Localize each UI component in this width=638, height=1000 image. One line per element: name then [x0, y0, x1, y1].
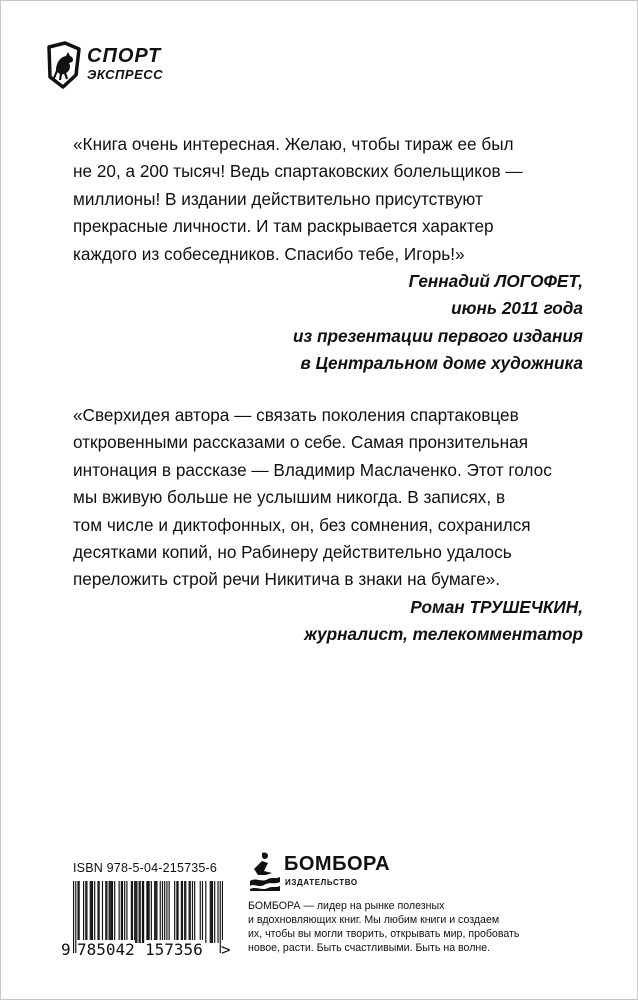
- barcode-group-left: 785042: [77, 940, 135, 959]
- barcode-bar: [121, 881, 122, 943]
- quote-line: том числе и диктофонных, он, без сомнения, сохранился: [73, 514, 531, 535]
- quote-line: мы вживую больше не услышим никогда. В записях, в: [73, 487, 506, 508]
- barcode-bar: [119, 881, 120, 943]
- barcode-bar: [114, 881, 115, 943]
- quote-logofet: [73, 131, 583, 378]
- barcode-bar: [217, 881, 218, 943]
- quote-line: не 20, а 200 тысяч! Ведь спартаковских болельщиков —: [73, 161, 523, 182]
- publisher-blurb: [248, 899, 578, 955]
- barcode-first-digit: 9: [61, 940, 71, 959]
- barcode-bar: [105, 881, 106, 943]
- barcode-bar: [156, 881, 157, 943]
- bombora-logo: [248, 849, 408, 893]
- barcode-digits: [61, 940, 233, 962]
- barcode-bar: [126, 881, 127, 943]
- barcode-bar: [106, 881, 107, 943]
- barcode-bar: [189, 881, 190, 943]
- barcode-bar: [211, 881, 212, 943]
- quote-author: Геннадий ЛОГОФЕТ,: [408, 270, 583, 291]
- quote-date: июнь 2011 года: [451, 298, 583, 319]
- blurb-line: БОМБОРА — лидер на рынке полезных: [248, 900, 445, 912]
- barcode-bar: [205, 881, 206, 943]
- isbn-number: ISBN 978-5-04-215735-6: [73, 861, 218, 875]
- quote-line: «Книга очень интересная. Желаю, чтобы тираж ее был: [73, 134, 514, 154]
- barcode-bar: [86, 881, 87, 943]
- barcode-bar: [214, 881, 215, 943]
- quote-trushechkin: [73, 402, 583, 649]
- quote-line: десятками копий, но Рабинеру действительно удалось: [73, 541, 512, 562]
- barcode-bar: [194, 881, 195, 943]
- barcode-bar: [164, 881, 165, 943]
- barcode-bar: [174, 881, 175, 943]
- barcode-bar: [184, 881, 185, 943]
- barcode-bar: [142, 881, 143, 943]
- publisher-subtitle: ИЗДАТЕЛЬСТВО: [285, 878, 358, 887]
- barcode-bar: [109, 881, 110, 943]
- barcode-bar: [102, 881, 103, 943]
- barcode-bar: [85, 881, 86, 943]
- barcode-bar: [176, 881, 177, 943]
- blurb-line: новое, расти. Быть счастливыми. Быть на волне.: [248, 942, 491, 954]
- blurb-line: и вдохновляющих книг. Мы любим книги и создаем: [248, 914, 500, 926]
- barcode-bar: [132, 881, 133, 943]
- barcode: [61, 881, 233, 965]
- barcode-bar: [140, 881, 141, 943]
- barcode-bar: [83, 881, 84, 943]
- quote-author: Роман ТРУШЕЧКИН,: [410, 596, 583, 617]
- barcode-bar: [155, 881, 156, 943]
- sport-express-logo: [45, 41, 195, 91]
- quote-line: интонация в рассказе — Владимир Маслаченко. Этот голос: [73, 459, 552, 480]
- barcode-bar: [160, 881, 161, 943]
- quote-line: миллионы! В издании действительно присутствуют: [73, 188, 483, 209]
- barcode-bar: [124, 881, 125, 943]
- quote-line: «Сверхидея автора — связать поколения спартаковцев: [73, 405, 519, 425]
- barcode-bar: [210, 881, 211, 943]
- quote-source: из презентации первого издания: [292, 325, 583, 346]
- barcode-bar: [181, 881, 182, 943]
- quote-line: откровенными рассказами о себе. Самая пронзительная: [73, 432, 528, 453]
- barcode-bar: [162, 881, 163, 943]
- barcode-bar: [112, 881, 113, 943]
- barcode-bar: [200, 881, 201, 943]
- barcode-bar: [166, 881, 167, 943]
- quote-source: в Центральном доме художника: [300, 353, 583, 374]
- barcode-bar: [182, 881, 183, 943]
- barcode-bar: [92, 881, 93, 943]
- barcode-bar: [77, 881, 78, 943]
- logo-word-express: ЭКСПРЕСС: [87, 67, 164, 82]
- quote-author-role: журналист, телекомментатор: [304, 624, 583, 645]
- logo-word-sport: СПОРТ: [87, 45, 162, 67]
- barcode-bar: [110, 881, 111, 943]
- barcode-bar: [154, 881, 155, 943]
- barcode-bar: [185, 881, 186, 943]
- barcode-bar: [91, 881, 92, 943]
- publisher-name: БОМБОРА: [284, 853, 391, 875]
- barcode-bar: [135, 881, 136, 943]
- barcode-bar: [97, 881, 98, 943]
- barcode-bar: [202, 881, 203, 943]
- barcode-bar: [212, 881, 213, 943]
- blurb-line: их, чтобы вы могли творить, открывать мир, пробовать: [248, 928, 520, 940]
- barcode-bar: [90, 881, 91, 943]
- barcode-bar: [136, 881, 137, 943]
- barcode-bar: [190, 881, 191, 943]
- barcode-bar: [169, 881, 170, 943]
- barcode-bar: [122, 881, 123, 943]
- barcode-bar: [99, 881, 100, 943]
- rooster-badge-icon: [45, 41, 81, 89]
- bombora-wave-icon: [248, 849, 282, 893]
- barcode-bar: [139, 881, 140, 943]
- barcode-bar: [177, 881, 178, 943]
- barcode-bar: [192, 881, 193, 943]
- barcode-arrow: >: [221, 940, 231, 959]
- quote-line: каждого из собеседников. Спасибо тебе, Игорь!»: [73, 243, 465, 264]
- barcode-bar: [94, 881, 95, 943]
- quote-line: прекрасные личности. И там раскрывается характер: [73, 216, 494, 237]
- barcode-bar: [79, 881, 80, 943]
- barcode-bar: [143, 881, 144, 943]
- barcode-bar: [131, 881, 132, 943]
- barcode-bar: [111, 881, 112, 943]
- barcode-group-right: 157356: [145, 940, 203, 959]
- quote-line: переложить строй речи Никитича в знаки на бумаге».: [73, 569, 501, 590]
- barcode-bar: [134, 881, 135, 943]
